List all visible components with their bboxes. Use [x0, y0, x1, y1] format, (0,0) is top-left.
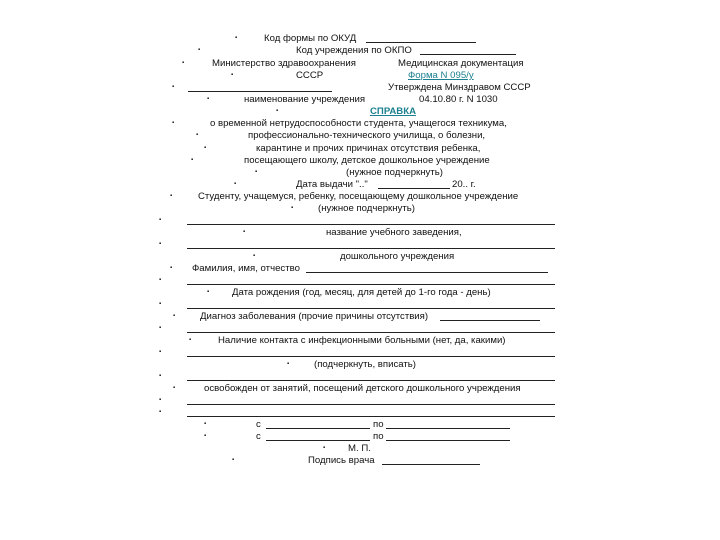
bullet: ▪: [173, 385, 176, 391]
contact-field[interactable]: [187, 356, 555, 357]
okud-label: Код формы по ОКУД: [264, 33, 357, 44]
diagnosis-field[interactable]: [440, 311, 540, 321]
period-to-label: по: [373, 419, 384, 430]
diagnosis-label: Диагноз заболевания (прочие причины отсутствия): [200, 311, 429, 322]
released-field-continued[interactable]: [187, 416, 555, 417]
bullet: ▪: [159, 277, 162, 283]
bullet: ▪: [276, 108, 279, 114]
subtitle-line: посещающего школу, детское дошкольное учреждение: [244, 155, 490, 166]
issue-date-label: Дата выдачи "..": [296, 179, 368, 190]
okud-field[interactable]: [366, 33, 476, 43]
subtitle-line: карантине и прочих причинах отсутствия ребенка,: [256, 143, 481, 154]
doctor-signature-label: Подпись врача: [308, 455, 375, 466]
period-to-label: по: [373, 431, 384, 442]
institution-field[interactable]: [188, 82, 332, 92]
school-name-field[interactable]: [187, 248, 555, 249]
approved-label: Утверждена Минздравом СССР: [388, 82, 531, 93]
bullet: ▪: [189, 337, 192, 343]
school-name-caption: название учебного заведения,: [326, 227, 462, 238]
released-field[interactable]: [187, 404, 555, 405]
recipient-note: (нужное подчеркнуть): [318, 203, 415, 214]
period-from-label: с: [256, 431, 261, 442]
bullet: ▪: [172, 120, 175, 126]
bullet: ▪: [159, 241, 162, 247]
released-line: освобожден от занятий, посещений детского дошкольного учреждения: [204, 383, 521, 394]
issue-date-field[interactable]: [378, 179, 450, 189]
bullet: ▪: [198, 47, 201, 53]
issue-date-year: 20.. г.: [452, 179, 476, 190]
ussr-label: СССР: [296, 70, 324, 81]
bullet: ▪: [235, 35, 238, 41]
period-to-field[interactable]: [386, 431, 510, 441]
stamp-label: М. П.: [348, 443, 371, 454]
bullet: ▪: [159, 373, 162, 379]
birth-date-label: Дата рождения (год, месяц, для детей до 1-го года - день): [232, 287, 491, 298]
bullet: ▪: [196, 132, 199, 138]
approval-date: 04.10.80 г. N 1030: [419, 94, 498, 105]
bullet: ▪: [231, 72, 234, 78]
doctor-signature-field[interactable]: [382, 455, 480, 465]
form-number-link[interactable]: Форма N 095/у: [408, 70, 474, 81]
ministry-label: Министерство здравоохранения: [212, 58, 356, 69]
diagnosis-field-continued[interactable]: [187, 332, 555, 333]
bullet: ▪: [232, 457, 235, 463]
bullet: ▪: [204, 145, 207, 151]
bullet: ▪: [234, 181, 237, 187]
medical-docs-label: Медицинская документация: [398, 58, 524, 69]
okpo-field[interactable]: [420, 45, 516, 55]
contact-field-continued[interactable]: [187, 380, 555, 381]
birth-date-field[interactable]: [187, 308, 555, 309]
bullet: ▪: [243, 229, 246, 235]
bullet: ▪: [204, 421, 207, 427]
bullet: ▪: [207, 96, 210, 102]
bullet: ▪: [255, 169, 258, 175]
bullet: ▪: [159, 325, 162, 331]
bullet: ▪: [191, 157, 194, 163]
period-from-label: с: [256, 419, 261, 430]
bullet: ▪: [207, 289, 210, 295]
contact-label: Наличие контакта с инфекционными больными (нет, да, какими): [218, 335, 506, 346]
contact-note: (подчеркнуть, вписать): [314, 359, 416, 370]
bullet: ▪: [287, 361, 290, 367]
recipient-field[interactable]: [187, 224, 555, 225]
bullet: ▪: [159, 349, 162, 355]
bullet: ▪: [159, 409, 162, 415]
bullet: ▪: [323, 445, 326, 451]
bullet: ▪: [159, 301, 162, 307]
full-name-field-continued[interactable]: [187, 284, 555, 285]
full-name-field[interactable]: [306, 263, 548, 273]
period-from-field[interactable]: [266, 419, 370, 429]
full-name-label: Фамилия, имя, отчество: [192, 263, 300, 274]
subtitle-note: (нужное подчеркнуть): [346, 167, 443, 178]
okpo-label: Код учреждения по ОКПО: [296, 45, 412, 56]
bullet: ▪: [170, 193, 173, 199]
bullet: ▪: [170, 265, 173, 271]
bullet: ▪: [173, 313, 176, 319]
bullet: ▪: [159, 217, 162, 223]
document-title[interactable]: СПРАВКА: [370, 106, 417, 117]
bullet: ▪: [159, 397, 162, 403]
bullet: ▪: [253, 253, 256, 259]
period-from-field[interactable]: [266, 431, 370, 441]
bullet: ▪: [172, 84, 175, 90]
bullet: ▪: [291, 205, 294, 211]
preschool-caption: дошкольного учреждения: [340, 251, 455, 262]
institution-caption: наименование учреждения: [244, 94, 366, 105]
subtitle-line: о временной нетрудоспособности студента, учащегося техникума,: [210, 118, 507, 129]
recipient-line: Студенту, учащемуся, ребенку, посещающему дошкольное учреждение: [198, 191, 519, 202]
bullet: ▪: [182, 60, 185, 66]
subtitle-line: профессионально-технического училища, о болезни,: [248, 130, 486, 141]
bullet: ▪: [204, 433, 207, 439]
period-to-field[interactable]: [386, 419, 510, 429]
